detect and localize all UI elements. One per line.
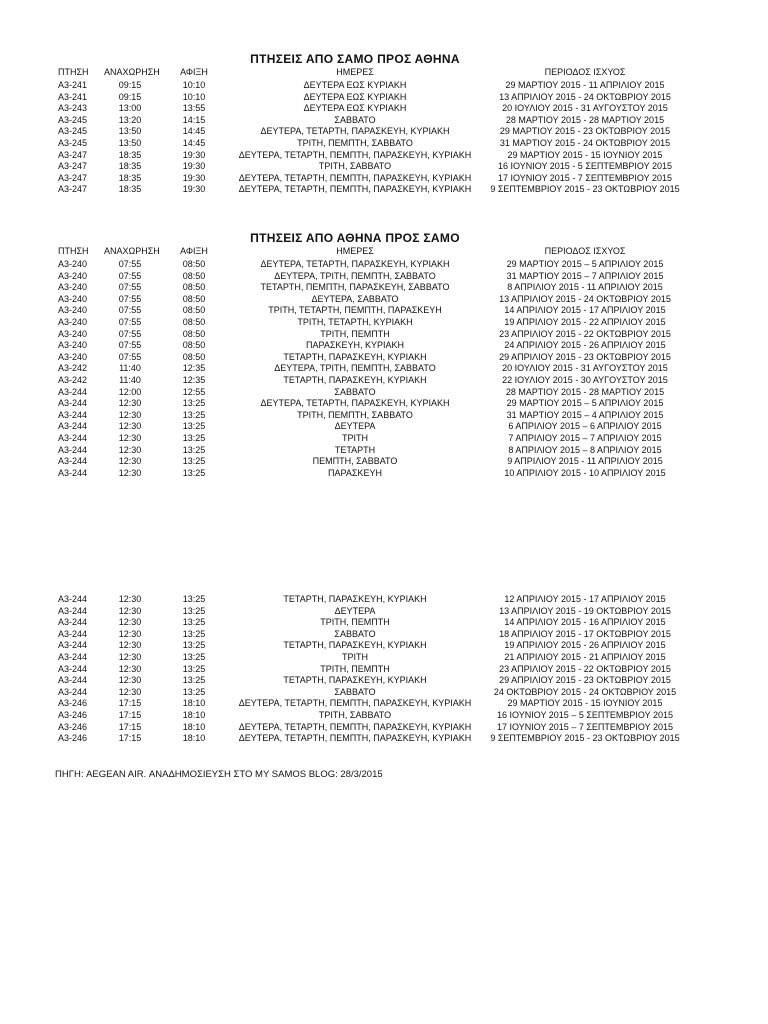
cell-arrival: 18:10 bbox=[182, 733, 206, 744]
header-departure: ΑΝΑΧΩΡΗΣΗ bbox=[104, 246, 160, 256]
cell-arrival: 18:10 bbox=[182, 698, 206, 709]
cell-flight: A3-246 bbox=[58, 733, 88, 744]
table-row bbox=[0, 721, 768, 733]
cell-flight: A3-244 bbox=[58, 605, 88, 616]
cell-departure: 17:15 bbox=[118, 698, 142, 709]
cell-days: ΤΡΙΤΗ, ΤΕΤΑΡΤΗ, ΚΥΡΙΑΚΗ bbox=[297, 317, 413, 327]
cell-flight: A3-246 bbox=[58, 721, 88, 732]
table-row bbox=[0, 79, 768, 91]
cell-departure: 12:30 bbox=[118, 675, 142, 686]
cell-flight: A3-241 bbox=[58, 91, 88, 102]
cell-days: ΠΕΜΠΤΗ, ΣΑΒΒΑΤΟ bbox=[312, 456, 398, 467]
cell-departure: 12:30 bbox=[118, 686, 142, 697]
cell-days: ΤΕΤΑΡΤΗ bbox=[334, 444, 376, 455]
cell-arrival: 19:30 bbox=[182, 172, 206, 183]
table-row bbox=[0, 160, 768, 172]
cell-departure: 18:35 bbox=[118, 184, 142, 195]
cell-days: ΤΡΙΤΗ, ΠΕΜΠΤΗ, ΣΑΒΒΑΤΟ bbox=[297, 409, 413, 420]
cell-arrival: 08:50 bbox=[182, 317, 206, 327]
cell-departure: 11:40 bbox=[119, 375, 141, 385]
cell-period: 18 ΑΠΡΙΛΙΟΥ 2015 - 17 ΟΚΤΩΒΡΙΟΥ 2015 bbox=[499, 628, 671, 639]
cell-period: 13 ΑΠΡΙΛΙΟΥ 2015 - 24 ΟΚΤΩΒΡΙΟΥ 2015 bbox=[499, 293, 671, 304]
cell-period: 8 ΑΠΡΙΛΙΟΥ 2015 - 11 ΑΠΡΙΛΙΟΥ 2015 bbox=[507, 282, 663, 293]
cell-days: ΔΕΥΤΕΡΑ ΕΩΣ ΚΥΡΙΑΚΗ bbox=[303, 80, 407, 90]
cell-days: ΤΕΤΑΡΤΗ, ΠΕΜΠΤΗ, ΠΑΡΑΣΚΕΥΗ, ΣΑΒΒΑΤΟ bbox=[260, 282, 450, 293]
cell-period: 14 ΑΠΡΙΛΙΟΥ 2015 - 17 ΑΠΡΙΛΙΟΥ 2015 bbox=[504, 305, 666, 316]
cell-days: ΔΕΥΤΕΡΑ, ΤΕΤΑΡΤΗ, ΠΕΜΠΤΗ, ΠΑΡΑΣΚΕΥΗ, ΚΥΡΙΑΚΗ bbox=[238, 172, 472, 183]
cell-days: ΔΕΥΤΕΡΑ, ΤΕΤΑΡΤΗ, ΠΕΜΠΤΗ, ΠΑΡΑΣΚΕΥΗ, ΚΥΡΙΑΚΗ bbox=[238, 721, 472, 732]
cell-days: ΠΑΡΑΣΚΕΥΗ, ΚΥΡΙΑΚΗ bbox=[306, 340, 404, 351]
table-row bbox=[0, 270, 768, 282]
cell-flight: A3-244 bbox=[58, 421, 88, 432]
table-row bbox=[0, 328, 768, 340]
cell-days: ΤΡΙΤΗ, ΠΕΜΠΤΗ bbox=[320, 617, 390, 628]
table-row bbox=[0, 651, 768, 663]
cell-period: 29 ΜΑΡΤΙΟΥ 2015 - 11 ΑΠΡΙΛΙΟΥ 2015 bbox=[505, 80, 665, 90]
table-row bbox=[0, 149, 768, 161]
table-row bbox=[0, 409, 768, 421]
cell-period: 20 ΙΟΥΛΙΟΥ 2015 - 31 ΑΥΓΟΥΣΤΟΥ 2015 bbox=[502, 103, 668, 114]
cell-departure: 07:55 bbox=[118, 270, 142, 281]
cell-departure: 13:50 bbox=[118, 126, 142, 137]
cell-days: ΔΕΥΤΕΡΑ, ΣΑΒΒΑΤΟ bbox=[311, 293, 399, 304]
cell-days: ΔΕΥΤΕΡΑ, ΤΕΤΑΡΤΗ, ΠΑΡΑΣΚΕΥΗ, ΚΥΡΙΑΚΗ bbox=[260, 398, 450, 409]
table-row bbox=[0, 304, 768, 316]
cell-arrival: 13:25 bbox=[182, 398, 206, 409]
cell-period: 28 ΜΑΡΤΙΟΥ 2015 - 28 ΜΑΡΤΙΟΥ 2015 bbox=[505, 114, 665, 125]
cell-flight: A3-240 bbox=[58, 293, 88, 304]
cell-period: 10 ΑΠΡΙΛΙΟΥ 2015 - 10 ΑΠΡΙΛΙΟΥ 2015 bbox=[504, 467, 666, 478]
cell-departure: 07:55 bbox=[118, 340, 142, 351]
table-row bbox=[0, 91, 768, 103]
cell-flight: A3-245 bbox=[58, 126, 88, 137]
cell-days: ΤΕΤΑΡΤΗ, ΠΑΡΑΣΚΕΥΗ, ΚΥΡΙΑΚΗ bbox=[283, 640, 427, 651]
cell-flight: A3-243 bbox=[58, 103, 88, 114]
cell-departure: 12:30 bbox=[118, 663, 142, 674]
table-row bbox=[0, 137, 768, 149]
cell-flight: A3-244 bbox=[58, 444, 88, 455]
cell-period: 29 ΜΑΡΤΙΟΥ 2015 - 23 ΟΚΤΩΒΡΙΟΥ 2015 bbox=[499, 126, 671, 137]
cell-departure: 12:30 bbox=[118, 398, 142, 409]
cell-arrival: 12:35 bbox=[182, 363, 206, 374]
header-days: ΗΜΕΡΕΣ bbox=[336, 67, 374, 77]
cell-flight: A3-240 bbox=[58, 282, 88, 293]
cell-period: 29 ΜΑΡΤΙΟΥ 2015 - 15 ΙΟΥΝΙΟΥ 2015 bbox=[507, 149, 663, 160]
cell-period: 24 ΟΚΤΩΒΡΙΟΥ 2015 - 24 ΟΚΤΩΒΡΙΟΥ 2015 bbox=[493, 686, 677, 697]
table-row bbox=[0, 605, 768, 617]
cell-departure: 12:30 bbox=[118, 594, 142, 604]
cell-departure: 12:30 bbox=[118, 421, 142, 432]
cell-flight: A3-247 bbox=[58, 161, 88, 172]
cell-arrival: 19:30 bbox=[182, 149, 206, 160]
cell-flight: A3-240 bbox=[58, 259, 88, 269]
table-row bbox=[0, 432, 768, 444]
cell-departure: 07:55 bbox=[118, 293, 142, 304]
cell-arrival: 08:50 bbox=[182, 282, 206, 293]
cell-flight: A3-241 bbox=[58, 80, 88, 90]
cell-departure: 12:30 bbox=[118, 605, 142, 616]
cell-period: 19 ΑΠΡΙΛΙΟΥ 2015 - 26 ΑΠΡΙΛΙΟΥ 2015 bbox=[504, 640, 666, 651]
cell-period: 17 ΙΟΥΝΙΟΥ 2015 – 7 ΣΕΠΤΕΜΒΡΙΟΥ 2015 bbox=[497, 721, 673, 732]
cell-departure: 12:30 bbox=[118, 444, 142, 455]
cell-arrival: 13:55 bbox=[182, 103, 206, 114]
cell-departure: 12:30 bbox=[118, 652, 142, 662]
table-row bbox=[0, 467, 768, 479]
cell-flight: A3-246 bbox=[58, 698, 88, 709]
table-row bbox=[0, 374, 768, 386]
table-row bbox=[0, 616, 768, 628]
cell-period: 8 ΑΠΡΙΛΙΟΥ 2015 – 8 ΑΠΡΙΛΙΟΥ 2015 bbox=[508, 444, 662, 455]
cell-flight: A3-246 bbox=[58, 710, 88, 720]
table-row bbox=[0, 686, 768, 698]
table-row bbox=[0, 258, 768, 270]
cell-flight: A3-244 bbox=[58, 467, 88, 478]
cell-days: ΤΕΤΑΡΤΗ, ΠΑΡΑΣΚΕΥΗ, ΚΥΡΙΑΚΗ bbox=[283, 675, 427, 686]
table-row bbox=[0, 351, 768, 363]
cell-departure: 07:55 bbox=[118, 305, 142, 316]
cell-departure: 11:40 bbox=[119, 363, 141, 374]
cell-arrival: 14:45 bbox=[182, 126, 206, 137]
table-row bbox=[0, 183, 768, 195]
cell-period: 29 ΑΠΡΙΛΙΟΥ 2015 - 23 ΟΚΤΩΒΡΙΟΥ 2015 bbox=[499, 675, 671, 686]
cell-departure: 12:30 bbox=[118, 409, 142, 420]
table-row bbox=[0, 339, 768, 351]
cell-departure: 07:55 bbox=[118, 351, 142, 362]
table-row bbox=[0, 444, 768, 456]
cell-period: 24 ΑΠΡΙΛΙΟΥ 2015 - 26 ΑΠΡΙΛΙΟΥ 2015 bbox=[504, 340, 666, 351]
header-flight: ΠΤΗΣΗ bbox=[58, 67, 89, 77]
cell-period: 29 ΜΑΡΤΙΟΥ 2015 – 5 ΑΠΡΙΛΙΟΥ 2015 bbox=[506, 398, 664, 409]
table-row bbox=[0, 386, 768, 398]
section1-title: ΠΤΗΣΕΙΣ ΑΠΟ ΣΑΜΟ ΠΡΟΣ ΑΘΗΝΑ bbox=[250, 52, 460, 66]
cell-period: 9 ΣΕΠΤΕΜΒΡΙΟΥ 2015 - 23 ΟΚΤΩΒΡΙΟΥ 2015 bbox=[490, 184, 680, 195]
cell-period: 19 ΑΠΡΙΛΙΟΥ 2015 - 22 ΑΠΡΙΛΙΟΥ 2015 bbox=[504, 317, 666, 327]
table-row bbox=[0, 697, 768, 709]
cell-arrival: 18:10 bbox=[182, 721, 206, 732]
cell-period: 13 ΑΠΡΙΛΙΟΥ 2015 - 19 ΟΚΤΩΒΡΙΟΥ 2015 bbox=[499, 605, 671, 616]
cell-period: 29 ΑΠΡΙΛΙΟΥ 2015 - 23 ΟΚΤΩΒΡΙΟΥ 2015 bbox=[499, 351, 671, 362]
cell-flight: A3-240 bbox=[58, 305, 88, 316]
cell-days: ΣΑΒΒΑΤΟ bbox=[334, 114, 376, 125]
cell-days: ΣΑΒΒΑΤΟ bbox=[334, 386, 376, 397]
cell-arrival: 13:25 bbox=[182, 433, 206, 443]
cell-arrival: 13:25 bbox=[182, 617, 206, 628]
cell-departure: 07:55 bbox=[118, 282, 142, 293]
cell-days: ΔΕΥΤΕΡΑ, ΤΡΙΤΗ, ΠΕΜΠΤΗ, ΣΑΒΒΑΤΟ bbox=[274, 363, 436, 374]
cell-days: ΔΕΥΤΕΡΑ, ΤΕΤΑΡΤΗ, ΠΑΡΑΣΚΕΥΗ, ΚΥΡΙΑΚΗ bbox=[260, 126, 450, 137]
table-row bbox=[0, 281, 768, 293]
cell-departure: 17:15 bbox=[118, 721, 142, 732]
table-row bbox=[0, 102, 768, 114]
cell-departure: 12:30 bbox=[118, 456, 142, 467]
cell-days: ΔΕΥΤΕΡΑ, ΤΕΤΑΡΤΗ, ΠΕΜΠΤΗ, ΠΑΡΑΣΚΕΥΗ, ΚΥΡΙΑΚΗ bbox=[238, 733, 472, 744]
cell-arrival: 13:25 bbox=[182, 640, 206, 651]
cell-days: ΤΕΤΑΡΤΗ, ΠΑΡΑΣΚΕΥΗ, ΚΥΡΙΑΚΗ bbox=[283, 351, 427, 362]
table-row bbox=[0, 362, 768, 374]
cell-flight: A3-244 bbox=[58, 663, 88, 674]
cell-departure: 13:00 bbox=[118, 103, 142, 114]
cell-period: 9 ΣΕΠΤΕΜΒΡΙΟΥ 2015 - 23 ΟΚΤΩΒΡΙΟΥ 2015 bbox=[490, 733, 680, 744]
cell-departure: 07:55 bbox=[118, 317, 142, 327]
table-row bbox=[0, 420, 768, 432]
cell-arrival: 18:10 bbox=[182, 710, 206, 720]
cell-departure: 12:30 bbox=[118, 433, 142, 443]
cell-period: 23 ΑΠΡΙΛΙΟΥ 2015 - 22 ΟΚΤΩΒΡΙΟΥ 2015 bbox=[499, 328, 671, 339]
cell-arrival: 14:45 bbox=[182, 138, 206, 148]
cell-arrival: 13:25 bbox=[182, 421, 206, 432]
cell-departure: 12:00 bbox=[118, 386, 142, 397]
cell-flight: A3-244 bbox=[58, 686, 88, 697]
cell-arrival: 08:50 bbox=[182, 305, 206, 316]
header-row bbox=[0, 245, 768, 257]
cell-arrival: 12:55 bbox=[182, 386, 206, 397]
cell-arrival: 14:15 bbox=[182, 114, 206, 125]
cell-days: ΤΡΙΤΗ, ΤΕΤΑΡΤΗ, ΠΕΜΠΤΗ, ΠΑΡΑΣΚΕΥΗ bbox=[268, 305, 442, 316]
cell-period: 29 ΜΑΡΤΙΟΥ 2015 - 15 ΙΟΥΝΙΟΥ 2015 bbox=[507, 698, 663, 709]
cell-arrival: 10:10 bbox=[182, 80, 206, 90]
cell-flight: A3-240 bbox=[58, 351, 88, 362]
cell-flight: A3-244 bbox=[58, 386, 88, 397]
cell-flight: A3-240 bbox=[58, 340, 88, 351]
cell-days: ΤΡΙΤΗ, ΣΑΒΒΑΤΟ bbox=[318, 710, 392, 720]
cell-arrival: 13:25 bbox=[182, 456, 206, 467]
cell-period: 21 ΑΠΡΙΛΙΟΥ 2015 - 21 ΑΠΡΙΛΙΟΥ 2015 bbox=[504, 652, 666, 662]
header-arrival: ΑΦΙΞΗ bbox=[180, 67, 208, 77]
cell-days: ΣΑΒΒΑΤΟ bbox=[334, 628, 376, 639]
table-row bbox=[0, 732, 768, 744]
header-departure: ΑΝΑΧΩΡΗΣΗ bbox=[104, 67, 160, 77]
cell-flight: A3-244 bbox=[58, 398, 88, 409]
cell-period: 23 ΑΠΡΙΛΙΟΥ 2015 - 22 ΟΚΤΩΒΡΙΟΥ 2015 bbox=[499, 663, 671, 674]
cell-flight: A3-240 bbox=[58, 328, 88, 339]
cell-days: ΣΑΒΒΑΤΟ bbox=[334, 686, 376, 697]
cell-flight: A3-240 bbox=[58, 270, 88, 281]
cell-flight: A3-240 bbox=[58, 317, 88, 327]
cell-days: ΤΡΙΤΗ, ΣΑΒΒΑΤΟ bbox=[318, 161, 392, 172]
cell-flight: A3-244 bbox=[58, 652, 88, 662]
cell-departure: 12:30 bbox=[118, 640, 142, 651]
cell-days: ΔΕΥΤΕΡΑ bbox=[334, 605, 376, 616]
cell-period: 9 ΑΠΡΙΛΙΟΥ 2015 - 11 ΑΠΡΙΛΙΟΥ 2015 bbox=[507, 456, 663, 467]
cell-flight: A3-242 bbox=[58, 375, 88, 385]
cell-days: ΤΡΙΤΗ bbox=[342, 652, 368, 662]
cell-period: 6 ΑΠΡΙΛΙΟΥ 2015 – 6 ΑΠΡΙΛΙΟΥ 2015 bbox=[508, 421, 662, 432]
cell-arrival: 08:50 bbox=[182, 259, 206, 269]
table-row bbox=[0, 709, 768, 721]
cell-days: ΔΕΥΤΕΡΑ, ΤΕΤΑΡΤΗ, ΠΕΜΠΤΗ, ΠΑΡΑΣΚΕΥΗ, ΚΥΡΙΑΚΗ bbox=[238, 149, 472, 160]
cell-flight: A3-245 bbox=[58, 138, 88, 148]
table-row bbox=[0, 674, 768, 686]
cell-departure: 18:35 bbox=[118, 149, 142, 160]
cell-departure: 09:15 bbox=[118, 80, 142, 90]
cell-arrival: 08:50 bbox=[182, 328, 206, 339]
cell-days: ΤΡΙΤΗ, ΠΕΜΠΤΗ bbox=[320, 663, 390, 674]
cell-flight: A3-247 bbox=[58, 149, 88, 160]
cell-period: 7 ΑΠΡΙΛΙΟΥ 2015 – 7 ΑΠΡΙΛΙΟΥ 2015 bbox=[508, 433, 662, 443]
table-row bbox=[0, 172, 768, 184]
cell-period: 12 ΑΠΡΙΛΙΟΥ 2015 - 17 ΑΠΡΙΛΙΟΥ 2015 bbox=[504, 594, 666, 604]
table-row bbox=[0, 455, 768, 467]
source-footer: ΠΗΓΗ: AEGEAN AIR. ΑΝΑΔΗΜΟΣΙΕΥΣΗ ΣΤΟ MY SAMOS BLOG: 28/3/2015 bbox=[55, 769, 383, 780]
table-row bbox=[0, 125, 768, 137]
cell-arrival: 19:30 bbox=[182, 161, 206, 172]
cell-arrival: 13:25 bbox=[182, 444, 206, 455]
cell-departure: 12:30 bbox=[118, 628, 142, 639]
cell-departure: 12:30 bbox=[118, 467, 142, 478]
cell-arrival: 13:25 bbox=[182, 594, 206, 604]
cell-departure: 18:35 bbox=[118, 172, 142, 183]
cell-period: 29 ΜΑΡΤΙΟΥ 2015 – 5 ΑΠΡΙΛΙΟΥ 2015 bbox=[506, 259, 664, 269]
cell-period: 14 ΑΠΡΙΛΙΟΥ 2015 - 16 ΑΠΡΙΛΙΟΥ 2015 bbox=[504, 617, 666, 628]
table-row bbox=[0, 593, 768, 605]
cell-arrival: 19:30 bbox=[182, 184, 206, 195]
cell-period: 31 ΜΑΡΤΙΟΥ 2015 - 24 ΟΚΤΩΒΡΙΟΥ 2015 bbox=[499, 138, 671, 148]
header-flight: ΠΤΗΣΗ bbox=[58, 246, 89, 256]
cell-period: 31 ΜΑΡΤΙΟΥ 2015 – 4 ΑΠΡΙΛΙΟΥ 2015 bbox=[506, 409, 664, 420]
cell-days: ΤΕΤΑΡΤΗ, ΠΑΡΑΣΚΕΥΗ, ΚΥΡΙΑΚΗ bbox=[283, 375, 427, 385]
cell-flight: A3-247 bbox=[58, 172, 88, 183]
cell-departure: 18:35 bbox=[118, 161, 142, 172]
cell-flight: A3-244 bbox=[58, 433, 88, 443]
cell-days: ΔΕΥΤΕΡΑ, ΤΕΤΑΡΤΗ, ΠΑΡΑΣΚΕΥΗ, ΚΥΡΙΑΚΗ bbox=[260, 259, 450, 269]
cell-arrival: 12:35 bbox=[182, 375, 206, 385]
cell-flight: A3-242 bbox=[58, 363, 88, 374]
cell-departure: 12:30 bbox=[118, 617, 142, 628]
header-period: ΠΕΡΙΟΔΟΣ ΙΣΧΥΟΣ bbox=[544, 246, 626, 256]
cell-days: ΔΕΥΤΕΡΑ bbox=[334, 421, 376, 432]
cell-arrival: 13:25 bbox=[182, 675, 206, 686]
cell-arrival: 08:50 bbox=[182, 293, 206, 304]
cell-arrival: 13:25 bbox=[182, 605, 206, 616]
cell-flight: A3-244 bbox=[58, 456, 88, 467]
cell-arrival: 13:25 bbox=[182, 409, 206, 420]
table-row bbox=[0, 663, 768, 675]
cell-flight: A3-244 bbox=[58, 594, 88, 604]
cell-flight: A3-244 bbox=[58, 628, 88, 639]
header-days: ΗΜΕΡΕΣ bbox=[336, 246, 374, 256]
cell-arrival: 13:25 bbox=[182, 663, 206, 674]
table-row bbox=[0, 114, 768, 126]
cell-flight: A3-244 bbox=[58, 409, 88, 420]
cell-flight: A3-247 bbox=[58, 184, 88, 195]
cell-period: 16 ΙΟΥΝΙΟΥ 2015 - 5 ΣΕΠΤΕΜΒΡΙΟΥ 2015 bbox=[498, 161, 672, 172]
cell-days: ΔΕΥΤΕΡΑ ΕΩΣ ΚΥΡΙΑΚΗ bbox=[303, 91, 407, 102]
cell-period: 17 ΙΟΥΝΙΟΥ 2015 - 7 ΣΕΠΤΕΜΒΡΙΟΥ 2015 bbox=[498, 172, 672, 183]
cell-period: 13 ΑΠΡΙΛΙΟΥ 2015 - 24 ΟΚΤΩΒΡΙΟΥ 2015 bbox=[499, 91, 671, 102]
header-arrival: ΑΦΙΞΗ bbox=[180, 246, 208, 256]
cell-flight: A3-244 bbox=[58, 640, 88, 651]
table-row bbox=[0, 639, 768, 651]
cell-days: ΔΕΥΤΕΡΑ, ΤΕΤΑΡΤΗ, ΠΕΜΠΤΗ, ΠΑΡΑΣΚΕΥΗ, ΚΥΡΙΑΚΗ bbox=[238, 184, 472, 195]
cell-departure: 13:20 bbox=[118, 114, 142, 125]
cell-arrival: 08:50 bbox=[182, 351, 206, 362]
cell-arrival: 10:10 bbox=[182, 91, 206, 102]
cell-days: ΤΡΙΤΗ, ΠΕΜΠΤΗ bbox=[320, 328, 390, 339]
cell-departure: 07:55 bbox=[118, 259, 142, 269]
header-period: ΠΕΡΙΟΔΟΣ ΙΣΧΥΟΣ bbox=[544, 67, 626, 77]
cell-days: ΤΡΙΤΗ bbox=[342, 433, 368, 443]
cell-flight: A3-244 bbox=[58, 675, 88, 686]
cell-period: 16 ΙΟΥΝΙΟΥ 2015 – 5 ΣΕΠΤΕΜΒΡΙΟΥ 2015 bbox=[497, 710, 673, 720]
cell-days: ΤΕΤΑΡΤΗ, ΠΑΡΑΣΚΕΥΗ, ΚΥΡΙΑΚΗ bbox=[283, 594, 427, 604]
cell-departure: 13:50 bbox=[118, 138, 142, 148]
cell-departure: 07:55 bbox=[118, 328, 142, 339]
cell-arrival: 13:25 bbox=[182, 652, 206, 662]
cell-flight: A3-244 bbox=[58, 617, 88, 628]
cell-arrival: 13:25 bbox=[182, 467, 206, 478]
cell-period: 28 ΜΑΡΤΙΟΥ 2015 - 28 ΜΑΡΤΙΟΥ 2015 bbox=[505, 386, 665, 397]
header-row bbox=[0, 66, 768, 78]
cell-period: 31 ΜΑΡΤΙΟΥ 2015 – 7 ΑΠΡΙΛΙΟΥ 2015 bbox=[506, 270, 664, 281]
cell-arrival: 13:25 bbox=[182, 686, 206, 697]
section2-title: ΠΤΗΣΕΙΣ ΑΠΟ ΑΘΗΝΑ ΠΡΟΣ ΣΑΜΟ bbox=[250, 231, 460, 245]
cell-arrival: 13:25 bbox=[182, 628, 206, 639]
cell-departure: 17:15 bbox=[118, 733, 142, 744]
cell-arrival: 08:50 bbox=[182, 270, 206, 281]
cell-flight: A3-245 bbox=[58, 114, 88, 125]
cell-days: ΔΕΥΤΕΡΑ, ΤΕΤΑΡΤΗ, ΠΕΜΠΤΗ, ΠΑΡΑΣΚΕΥΗ, ΚΥΡΙΑΚΗ bbox=[238, 698, 472, 709]
cell-days: ΤΡΙΤΗ, ΠΕΜΠΤΗ, ΣΑΒΒΑΤΟ bbox=[297, 138, 413, 148]
cell-days: ΠΑΡΑΣΚΕΥΗ bbox=[328, 467, 382, 478]
cell-departure: 09:15 bbox=[118, 91, 142, 102]
cell-period: 22 ΙΟΥΛΙΟΥ 2015 - 30 ΑΥΓΟΥΣΤΟΥ 2015 bbox=[502, 375, 668, 385]
table-row bbox=[0, 628, 768, 640]
cell-arrival: 08:50 bbox=[182, 340, 206, 351]
table-row bbox=[0, 293, 768, 305]
table-row bbox=[0, 397, 768, 409]
cell-period: 20 ΙΟΥΛΙΟΥ 2015 - 31 ΑΥΓΟΥΣΤΟΥ 2015 bbox=[502, 363, 668, 374]
cell-days: ΔΕΥΤΕΡΑ ΕΩΣ ΚΥΡΙΑΚΗ bbox=[303, 103, 407, 114]
cell-days: ΔΕΥΤΕΡΑ, ΤΡΙΤΗ, ΠΕΜΠΤΗ, ΣΑΒΒΑΤΟ bbox=[274, 270, 436, 281]
cell-departure: 17:15 bbox=[118, 710, 142, 720]
table-row bbox=[0, 316, 768, 328]
